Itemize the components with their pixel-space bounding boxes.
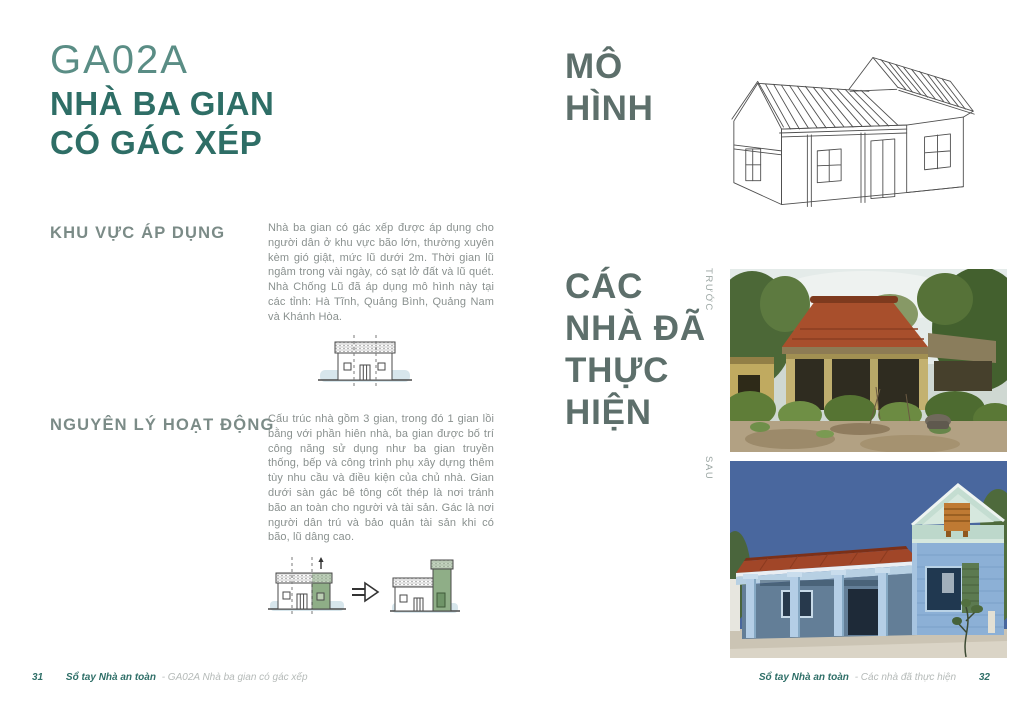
right-arrow-icon (350, 580, 380, 604)
model-code: GA02A (50, 38, 189, 82)
section-heading-principle: NGUYÊN LÝ HOẠT ĐỘNG (50, 416, 275, 434)
heading-built-line4: HIỆN (565, 393, 652, 432)
section-body-applied-area: Nhà ba gian có gác xếp được áp dụng cho người dân ở khu vực bão lớn, thường xuyên kèm gió giật, mức lũ dưới 2m. Thời gian lũ ngâm trong vài ngày, có sạt lở đất và lũ quét. Nhà Chống Lũ đã áp dụng mô hình này tại các tỉnh: Hà Tĩnh, Quảng Bình, Quảng Nam và Khánh Hòa. (268, 222, 494, 323)
footer-right (759, 672, 990, 683)
heading-built-houses (565, 266, 706, 434)
footer-left (32, 672, 308, 683)
heading-model-line2: HÌNH (565, 89, 654, 128)
footer-chapter-title: - Các nhà đã thực hiện (854, 672, 957, 683)
page-number: 31 (32, 672, 44, 683)
hand-drawn-house-sketch (712, 37, 1010, 227)
upgraded-blue-house-photo (730, 461, 1007, 658)
heading-model (565, 46, 654, 130)
footer-chapter-title: - GA02A Nhà ba gian có gác xếp (161, 672, 308, 683)
page-number: 32 (978, 672, 990, 683)
elevation-raised-mezzanine-diagram (390, 555, 460, 625)
elevation-highlighted-bay-diagram (268, 555, 346, 625)
photo-label-after: SAU (703, 456, 714, 481)
page-title (50, 84, 274, 162)
existing-house-photo (730, 269, 1007, 452)
section-heading-applied-area: KHU VỰC ÁP DỤNG (50, 224, 226, 242)
page-title-line2: CÓ GÁC XÉP (50, 124, 263, 161)
photo-label-before: TRƯỚC (703, 268, 714, 312)
heading-built-line3: THỰC (565, 351, 670, 390)
heading-built-line1: CÁC (565, 267, 644, 306)
heading-built-line2: NHÀ ĐÃ (565, 309, 706, 348)
footer-booklet-title: Sổ tay Nhà an toàn (65, 672, 156, 683)
house-elevation-in-flood-diagram (318, 334, 412, 394)
page-title-line1: NHÀ BA GIAN (50, 85, 275, 122)
heading-model-line1: MÔ (565, 47, 623, 86)
section-body-principle: Cấu trúc nhà gồm 3 gian, trong đó 1 gian lồi bằng với phần hiên nhà, ba gian được bố trí công năng sử dụng như ba gian truyền thống, bếp và công trình phụ xây dựng thêm tùy nhu cầu và điều kiện của chủ nhà. Gian dưới sàn gác bê tông cốt thép là nơi tránh bão an toàn cho người và tài sản. Gác là nơi người dân trú và bảo quản tài sản khi có bão, lũ dâng cao. (268, 413, 494, 544)
footer-booklet-title: Sổ tay Nhà an toàn (758, 672, 849, 683)
